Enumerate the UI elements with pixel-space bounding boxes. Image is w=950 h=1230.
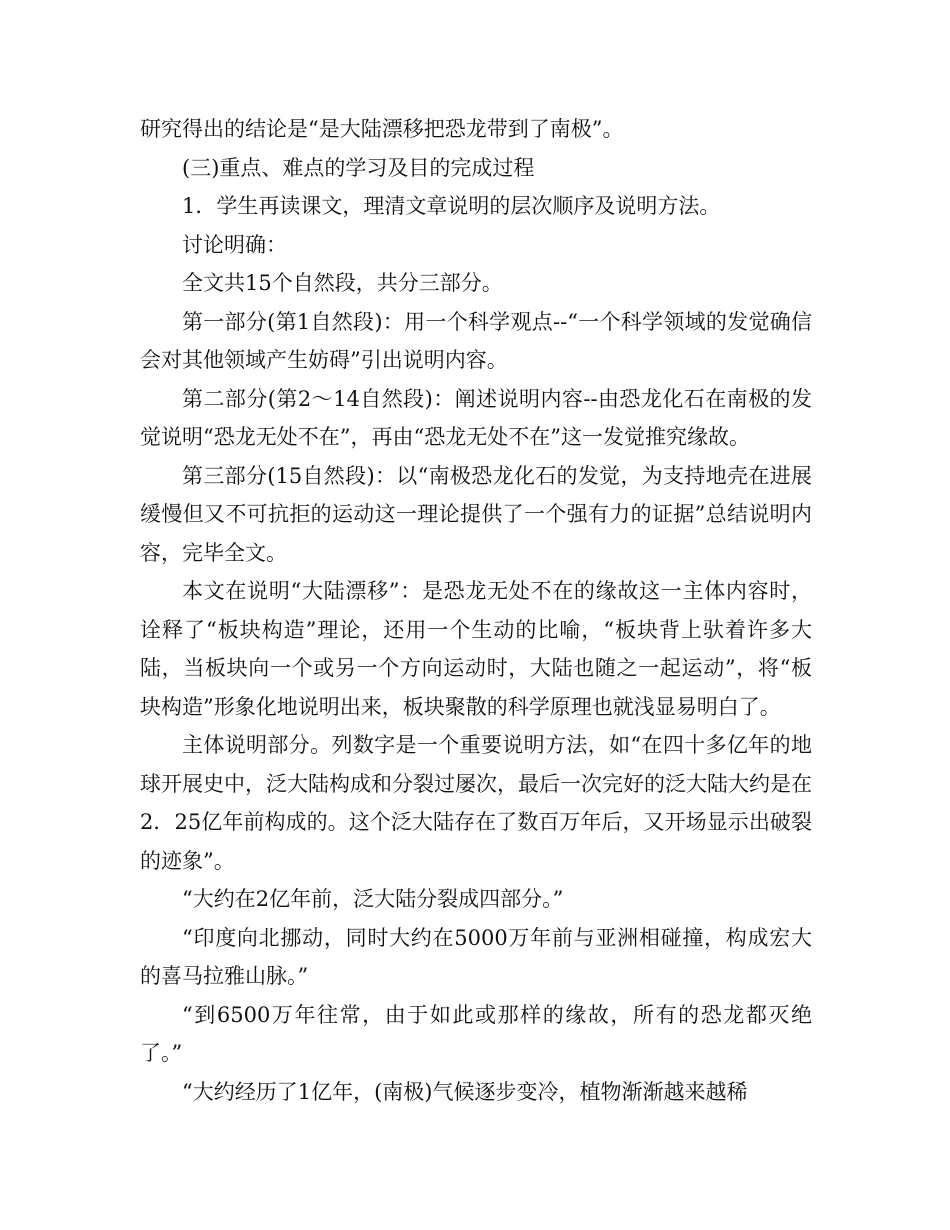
quote-paragraph: “大约经历了1亿年，(南极)气候逐步变冷，植物渐渐越来越稀 bbox=[182, 1079, 748, 1104]
paragraph: 第三部分(15自然段)：以“南极恐龙化石的发觉，为支持地壳在进展缓慢但又不可抗拒的运动这一理论提供了一个强有力的证据”总结说明内容，完毕全文。 bbox=[140, 463, 812, 565]
quote-paragraph: “印度向北挪动，同时大约在5000万年前与亚洲相碰撞，构成宏大的喜马拉雅山脉。” bbox=[140, 925, 812, 988]
paragraph: 全文共15个自然段，共分三部分。 bbox=[182, 271, 503, 295]
paragraph: 第一部分(第1自然段)：用一个科学观点--“一个科学领域的发觉确信会对其他领域产生妨碍”引出说明内容。 bbox=[140, 309, 812, 372]
paragraph: 讨论明确： bbox=[182, 232, 287, 257]
paragraph: 研究得出的结论是“是大陆漂移把恐龙带到了南极”。 bbox=[140, 117, 624, 141]
paragraph: 主体说明部分。列数字是一个重要说明方法，如“在四十多亿年的地球开展史中，泛大陆构成和分裂过屡次，最后一次完好的泛大陆大约是在2．25亿年前构成的。这个泛大陆存在了数百万年后，又开场显示出破裂的迹象”。 bbox=[140, 733, 812, 873]
quote-paragraph: “大约在2亿年前，泛大陆分裂成四部分。” bbox=[182, 887, 564, 911]
paragraph: 第二部分(第2～14自然段)：阐述说明内容--由恐龙化石在南极的发觉说明“恐龙无处不在”，再由“恐龙无处不在”这一发觉推究缘故。 bbox=[140, 386, 812, 449]
quote-paragraph: “到6500万年往常，由于如此或那样的缘故，所有的恐龙都灭绝了。” bbox=[140, 1002, 812, 1065]
section-heading: (三)重点、难点的学习及目的完成过程 bbox=[182, 155, 535, 180]
paragraph: 1．学生再读课文，理清文章说明的层次顺序及说明方法。 bbox=[182, 194, 721, 218]
paragraph: 本文在说明“大陆漂移”：是恐龙无处不在的缘故这一主体内容时，诠释了“板块构造”理论，还用一个生动的比喻，“板块背上驮着许多大陆，当板块向一个或另一个方向运动时，大陆也随之一起运动”，将“板块构造”形象化地说明出来，板块聚散的科学原理也就浅显易明白了。 bbox=[140, 579, 812, 719]
body-text bbox=[140, 110, 812, 1111]
